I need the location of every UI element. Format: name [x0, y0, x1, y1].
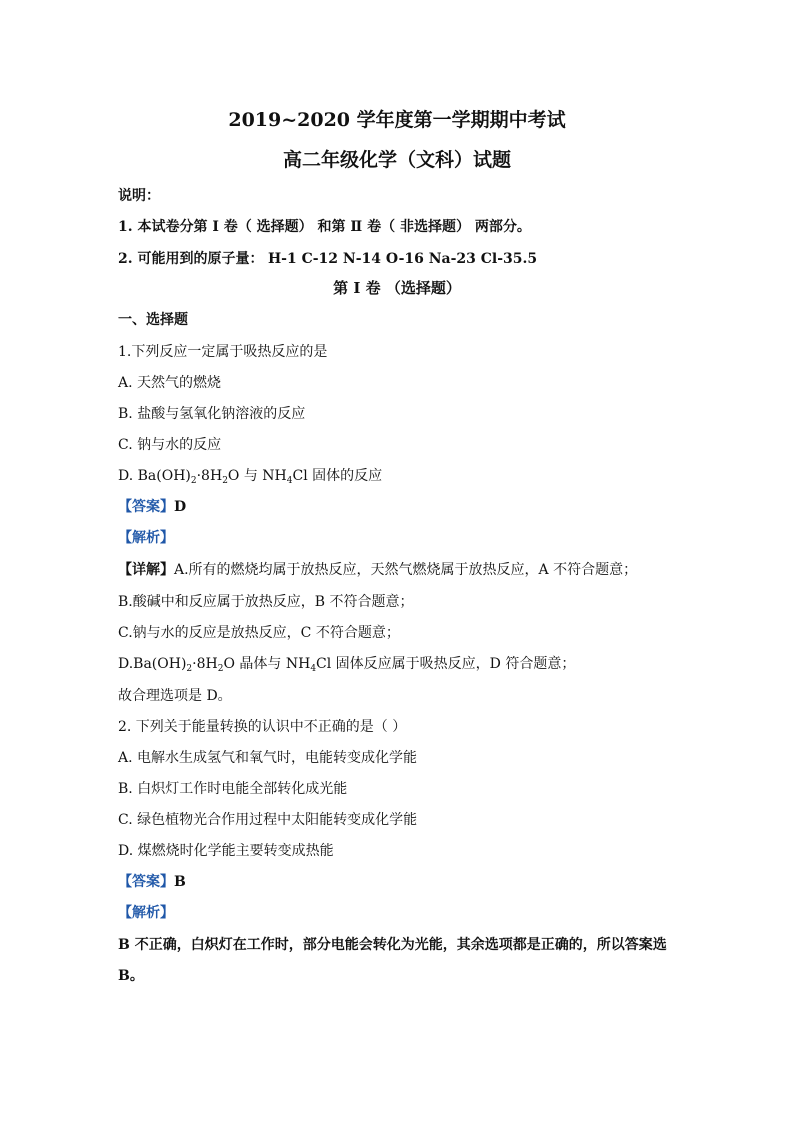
- q1-answer: D: [174, 499, 187, 515]
- q1-option-b: B. 盐酸与氢氧化钠溶液的反应: [118, 406, 306, 422]
- q1-option-a: A. 天然气的燃烧: [118, 375, 222, 391]
- q1-option-d-text: O 与 NH: [227, 468, 287, 484]
- analysis-tag: 【解析】: [118, 530, 174, 546]
- section-label: 第 Ⅰ 卷 （选择题）: [333, 279, 461, 297]
- detail-text: O 晶体与 NH: [223, 656, 311, 672]
- notes-heading: 说明：: [118, 188, 160, 204]
- part-heading: 一、选择题: [118, 312, 188, 328]
- subscript: 2: [190, 476, 197, 486]
- notes-item-2: [118, 249, 537, 269]
- q2-analysis-text-2: B。: [118, 968, 144, 984]
- subscript: 4: [310, 664, 317, 674]
- q2-option-b: B. 白炽灯工作时电能全部转化成光能: [118, 781, 348, 797]
- q1-option-d: [118, 466, 382, 486]
- q1-option-c: C. 钠与水的反应: [118, 437, 222, 453]
- exam-subtitle: 高二年级化学（文科）试题: [282, 149, 511, 171]
- exam-title: 2019~2020 学年度第一学期期中考试: [228, 109, 566, 131]
- q1-detail-c: C.钠与水的反应是放热反应，C 不符合题意；: [118, 625, 400, 641]
- q1-stem: 1.下列反应一定属于吸热反应的是: [118, 344, 328, 360]
- detail-tag: 【详解】: [118, 562, 174, 578]
- detail-text: Cl 固体反应属于吸热反应，D 符合题意；: [316, 656, 576, 672]
- subscript: 2: [222, 476, 228, 486]
- subscript: 4: [286, 476, 293, 486]
- q2-analysis-line: [118, 903, 174, 923]
- detail-text: ·8H: [192, 656, 218, 672]
- q2-option-c: C. 绿色植物光合作用过程中太阳能转变成化学能: [118, 812, 418, 828]
- q2-option-d: D. 煤燃烧时化学能主要转变成热能: [118, 843, 334, 859]
- notes-item-1: 1. 本试卷分第 Ⅰ 卷（ 选择题） 和第 Ⅱ 卷（ 非选择题） 两部分。: [118, 219, 531, 235]
- q2-answer: B: [174, 874, 186, 890]
- q1-conclusion: 故合理选项是 D。: [118, 688, 232, 704]
- q2-answer-line: [118, 872, 186, 892]
- q1-detail-b: B.酸碱中和反应属于放热反应，B 不符合题意；: [118, 594, 414, 610]
- q1-analysis-line: [118, 528, 174, 548]
- detail-text: D.Ba(OH): [118, 656, 187, 672]
- atomic-mass-values: H-1 C-12 N-14 O-16 Na-23 Cl-35.5: [267, 251, 538, 267]
- q1-option-d-text: D. Ba(OH): [118, 468, 191, 484]
- subscript: 2: [217, 664, 224, 674]
- q1-detail-a: [118, 560, 637, 580]
- q2-option-a: A. 电解水生成氢气和氧气时，电能转变成化学能: [118, 750, 418, 766]
- answer-tag: 【答案】: [118, 874, 174, 890]
- notes-item-2-label: 2. 可能用到的原子量：: [118, 251, 264, 267]
- answer-tag: 【答案】: [118, 499, 174, 515]
- subscript: 2: [186, 664, 193, 674]
- q1-option-d-text: ·8H: [196, 468, 223, 484]
- q1-answer-line: [118, 497, 186, 517]
- q1-option-d-text: Cl 固体的反应: [292, 468, 383, 484]
- q2-stem: 2. 下列关于能量转换的认识中不正确的是（ ）: [118, 719, 407, 735]
- detail-text: A.所有的燃烧均属于放热反应，天然气燃烧属于放热反应，A 不符合题意；: [174, 562, 638, 578]
- q1-detail-d: [118, 654, 575, 674]
- analysis-tag: 【解析】: [118, 905, 174, 921]
- q2-analysis-text-1: B 不正确，白炽灯在工作时，部分电能会转化为光能，其余选项都是正确的，所以答案选: [118, 937, 667, 953]
